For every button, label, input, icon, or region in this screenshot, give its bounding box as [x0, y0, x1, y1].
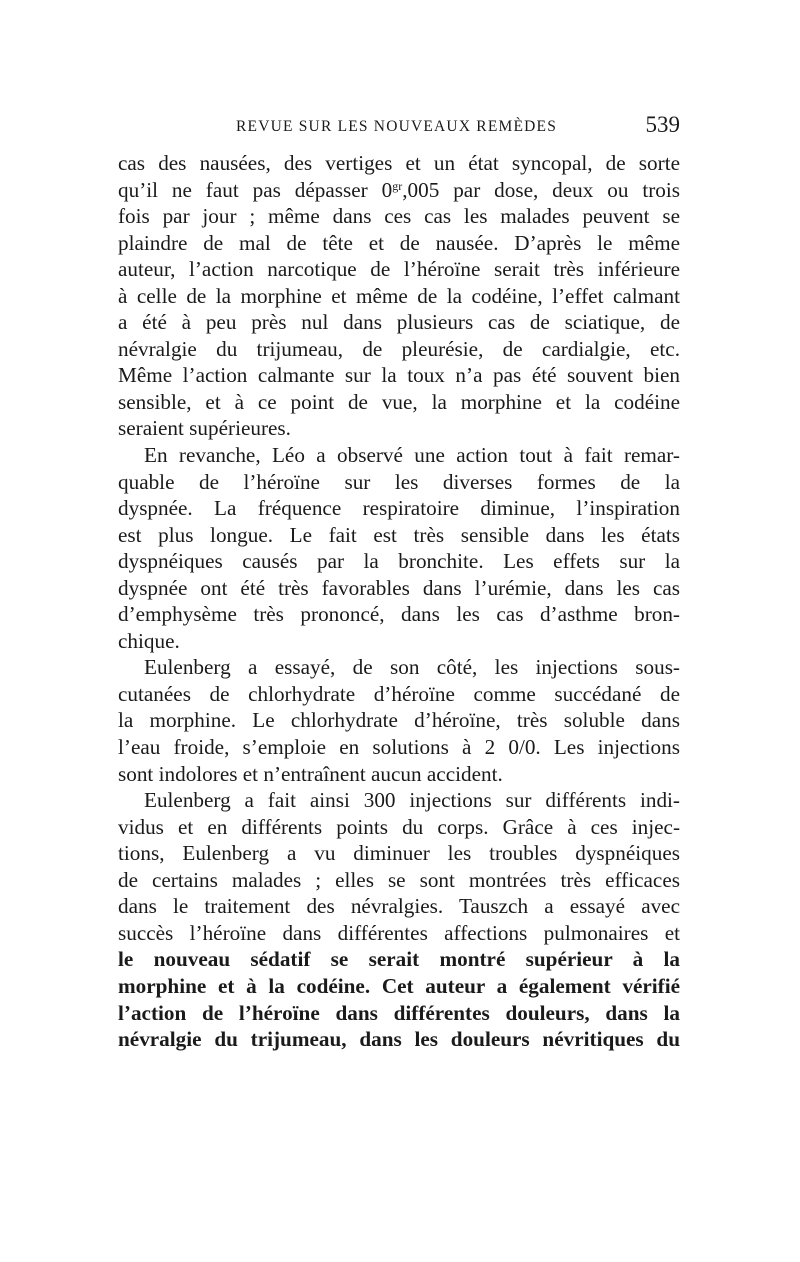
text-line: Eulenberg a fait ainsi 300 injections sur différents indi- [144, 788, 680, 813]
text-line: quable de l’héroïne sur les diverses formes de la [118, 469, 680, 494]
text-line: névralgie du trijumeau, de pleurésie, de cardialgie, etc. [118, 336, 680, 361]
text-line: seraient supérieures. [118, 416, 291, 441]
body-text [118, 150, 680, 1053]
text-segment: qu’il ne faut pas dépasser 0 [118, 177, 393, 202]
text-line: succès l’héroïne dans différentes affections pulmonaires et [118, 920, 680, 945]
text-line: En revanche, Léo a observé une action tout à fait remar- [144, 443, 680, 468]
text-line: auteur, l’action narcotique de l’héroïne serait très inférieure [118, 257, 680, 282]
text-line: plaindre de mal de tête et de nausée. D’après le même [118, 230, 680, 255]
text-line: dyspnée. La fréquence respiratoire diminue, l’inspiration [118, 496, 680, 521]
text-line: l’eau froide, s’emploie en solutions à 2 0/0. Les injections [118, 735, 680, 760]
text-line: cas des nausées, des vertiges et un état syncopal, de sorte [118, 151, 680, 175]
text-segment: ,005 par dose, deux ou trois [402, 177, 680, 202]
text-line: chique. [118, 628, 180, 653]
text-line: de certains malades ; elles se sont montrées très efficaces [118, 867, 680, 892]
running-header [118, 112, 680, 142]
text-line: tions, Eulenberg a vu diminuer les troubles dyspnéiques [118, 841, 680, 866]
text-line: sensible, et à ce point de vue, la morphine et la codéine [118, 389, 680, 414]
text-line: dyspnée ont été très favorables dans l’urémie, dans les cas [118, 575, 680, 600]
text-line: Eulenberg a essayé, de son côté, les injections sous- [144, 655, 680, 680]
running-title: REVUE SUR LES NOUVEAUX REMÈDES [236, 118, 558, 135]
text-line: vidus et en différents points du corps. Grâce à ces injec- [118, 814, 680, 839]
text-line: Même l’action calmante sur la toux n’a pas été souvent bien [118, 363, 680, 388]
text-line: névralgie du trijumeau, dans les douleurs névritiques du [118, 1027, 680, 1052]
text-line: dans le traitement des névralgies. Tauszch a essayé avec [118, 894, 680, 919]
text-line: la morphine. Le chlorhydrate d’héroïne, très soluble dans [118, 708, 680, 733]
unit-superscript: gr [392, 178, 403, 193]
text-line: morphine et à la codéine. Cet auteur a également vérifié [118, 973, 680, 998]
text-line: dyspnéiques causés par la bronchite. Les effets sur la [118, 549, 680, 574]
page-number: 539 [645, 112, 680, 137]
text-line: à celle de la morphine et même de la codéine, l’effet calmant [118, 283, 680, 308]
text-line: a été à peu près nul dans plusieurs cas de sciatique, de [118, 310, 680, 335]
text-line: est plus longue. Le fait est très sensible dans les états [118, 522, 680, 547]
text-line: l’action de l’héroïne dans différentes douleurs, dans la [118, 1000, 680, 1025]
text-line: sont indolores et n’entraînent aucun accident. [118, 761, 503, 786]
text-line: le nouveau sédatif se serait montré supérieur à la [118, 947, 680, 972]
text-line: fois par jour ; même dans ces cas les malades peuvent se [118, 204, 680, 229]
text-line: d’emphysème très prononcé, dans les cas d’asthme bron- [118, 602, 680, 627]
text-line [118, 177, 680, 204]
text-line: cutanées de chlorhydrate d’héroïne comme succédané de [118, 681, 680, 706]
